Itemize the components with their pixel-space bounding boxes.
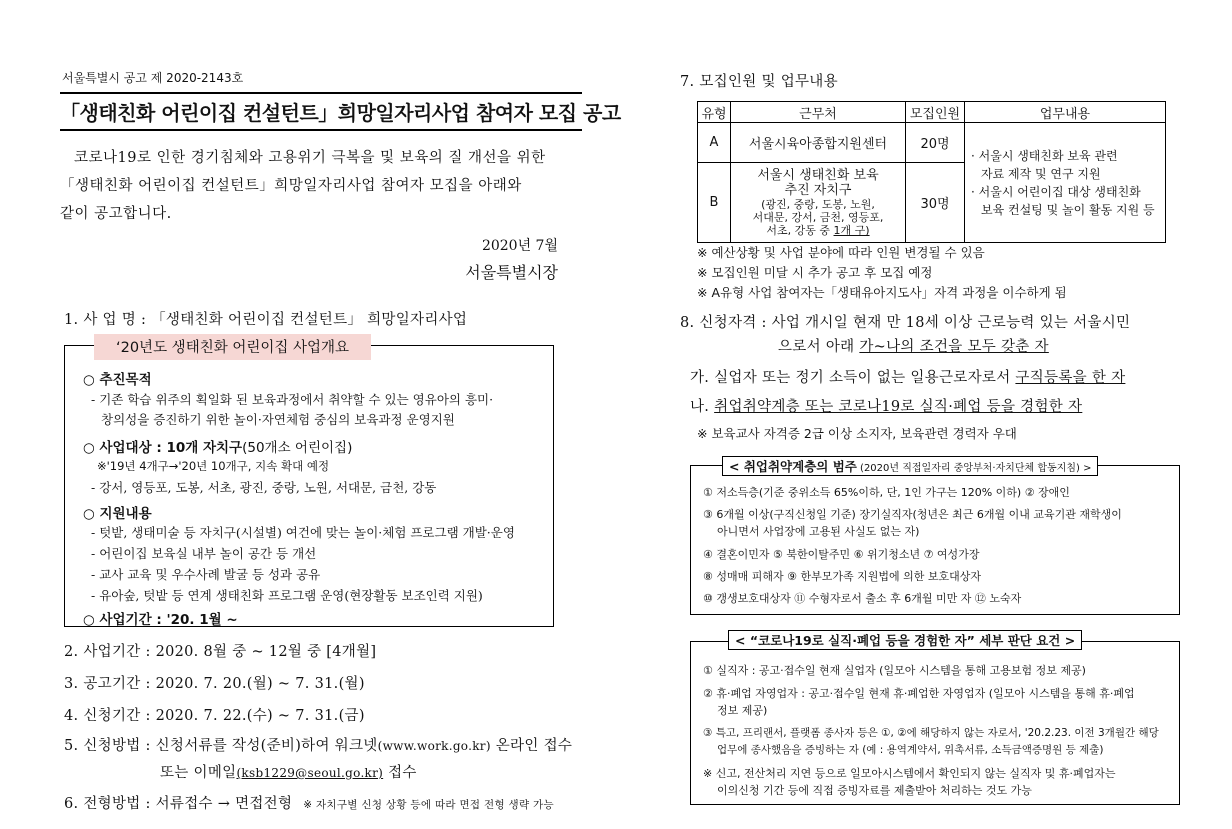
table-header: 유형 <box>698 102 731 123</box>
duty-line: · 서울시 어린이집 대상 생태친화 <box>971 184 1141 199</box>
covid-criteria-box <box>690 641 1180 805</box>
selection-note: ※ 자치구별 신청 상황 등에 따라 면접 전형 생략 가능 <box>303 799 554 811</box>
vulnerable-item: ① 저소득층(기준 중위소득 65%이하, 단, 1인 가구는 120% 이하) ② 장애인 <box>703 486 1070 499</box>
method-text: 접수 <box>383 765 417 781</box>
section-3-notice-period: 3. 공고기간 : 2020. 7. 20.(월) ~ 7. 31.(월) <box>64 676 365 692</box>
condition-text-underlined: 구직등록을 한 자 <box>1015 370 1126 386</box>
worknet-link[interactable]: (www.work.go.kr) <box>377 739 491 753</box>
support-item: - 교사 교육 및 우수사례 발굴 등 성과 공유 <box>91 567 321 582</box>
vulnerable-group-box <box>690 465 1180 615</box>
vulnerable-group-title <box>722 456 1098 476</box>
target-note: ※'19년 4개구→'20년 10개구, 지속 확대 예정 <box>97 459 330 473</box>
place-line: 서울시 생태친화 보육 <box>757 168 879 183</box>
section-6-selection-method <box>64 792 554 813</box>
table-note: ※ 예산상황 및 사업 분야에 따라 인원 변경될 수 있음 <box>697 245 985 260</box>
duty-line: · 서울시 생태친화 보육 관련 <box>971 148 1118 163</box>
section-7-recruitment: 7. 모집인원 및 업무내용 <box>680 74 838 90</box>
preference-note: ※ 보육교사 자격증 2급 이상 소지자, 보육관련 경력자 우대 <box>697 426 1017 441</box>
duty-line: 보육 컨설팅 및 놀이 활동 지원 등 <box>981 202 1155 217</box>
covid-item: ② 휴·폐업 자영업자 : 공고·접수일 현재 휴·폐업한 자영업자 (일모아 시스템을 통해 휴·폐업 <box>703 687 1135 700</box>
covid-criteria-title: < “코로나19로 실직·폐업 등을 경험한 자” 세부 판단 요건 > <box>728 630 1082 650</box>
selection-text: 6. 전형방법 : 서류접수 → 면접전형 <box>64 796 293 812</box>
place-cell: 서울시육아종합지원센터 <box>731 123 906 163</box>
table-header: 근무처 <box>731 102 906 123</box>
notice-number: 서울특별시 공고 제 2020-2143호 <box>62 71 244 85</box>
table-note: ※ 모집인원 미달 시 추가 공고 후 모집 예정 <box>697 265 933 280</box>
eligibility-line-2 <box>778 335 1049 356</box>
type-cell: B <box>698 163 731 243</box>
vulnerable-item: ④ 결혼이민자 ⑤ 북한이탈주민 ⑥ 위기청소년 ⑦ 여성가장 <box>703 548 980 561</box>
table-row <box>698 123 1166 163</box>
vulnerable-title-sub: (2020년 직접일자리 중앙부처·자치단체 합동지침) > <box>856 463 1092 474</box>
table-header-row <box>698 102 1166 123</box>
support-item: - 유아숲, 텃밭 등 연계 생태친화 프로그램 운영(현장활동 보조인력 지원) <box>91 588 483 603</box>
condition-text-underlined: 취업취약계층 또는 코로나19로 실직·폐업 등을 경험한 자 <box>714 399 1083 415</box>
covid-item: 정보 제공) <box>717 704 768 717</box>
condition-text: 나. <box>690 399 715 415</box>
covid-item: ③ 특고, 프리랜서, 플랫폼 종사자 등은 ①, ②에 해당하지 않는 자로서, '20.2.23. 이전 3개월간 해당 <box>703 727 1159 739</box>
intro-paragraph <box>60 144 560 228</box>
place-line: 추진 자치구 <box>784 183 852 198</box>
vulnerable-item: ⑧ 성매매 피해자 ⑨ 한부모가족 지원법에 의한 보호대상자 <box>703 570 981 583</box>
vulnerable-item: ③ 6개월 이상(구직신청일 기준) 장기실직자(청년은 최근 6개월 이내 교육기관 재학생이 <box>703 508 1122 521</box>
target-heading-label: ○ 사업대상 : 10개 자치구 <box>83 440 243 456</box>
vulnerable-title-text: < 취업취약계층의 범주 <box>729 459 857 474</box>
support-heading: ○ 지원내용 <box>83 506 152 522</box>
vulnerable-item: 아니면서 사업장에 고용된 사실도 없는 자) <box>717 525 920 538</box>
method-text: 온라인 접수 <box>490 738 573 754</box>
support-item: - 텃밭, 생태미술 등 자치구(시설별) 여건에 맞는 놀이·체험 프로그램 개발·운영 <box>91 525 515 540</box>
issuer: 서울특별시장 <box>465 263 558 282</box>
eligibility-condition-ga <box>690 366 1125 387</box>
section-5-application-method <box>64 734 572 755</box>
covid-item: ※ 신고, 전산처리 지연 등으로 일모아시스템에서 확인되지 않는 실직자 및 휴·폐업자는 <box>703 767 1116 780</box>
page-title: 「생태친화 어린이집 컨설턴트」희망일자리사업 참여자 모집 공고 <box>60 92 582 131</box>
overview-box <box>64 345 554 627</box>
duty-cell <box>965 123 1166 243</box>
purpose-text: 창의성을 증진하기 위한 놀이·자연체험 중심의 보육과정 운영지원 <box>101 412 455 427</box>
eligibility-text-underlined: 가~나의 조건을 모두 갖춘 자 <box>859 339 1049 355</box>
place-text-underlined: 1개 구) <box>833 224 870 237</box>
section-2-project-period: 2. 사업기간 : 2020. 8월 중 ~ 12월 중 [4개월] <box>64 644 377 660</box>
target-list: - 강서, 영등포, 도봉, 서초, 광진, 중랑, 노원, 서대문, 금천, 강동 <box>91 480 437 495</box>
period-heading: ○ 사업기간 : '20. 1월 ~ <box>83 612 238 628</box>
method-text: 또는 이메일 <box>160 765 237 781</box>
covid-item: ① 실직자 : 공고·접수일 현재 실업자 (일모아 시스템을 통해 고용보험 정보 제공) <box>703 664 1086 677</box>
place-cell <box>731 163 906 243</box>
intro-line: 코로나19로 인한 경기침체와 고용위기 극복을 및 보육의 질 개선을 위한 <box>74 150 546 166</box>
duty-line: 자료 제작 및 연구 지원 <box>981 166 1101 181</box>
section-1-project-name: 1. 사 업 명 : 「생태친화 어린이집 컨설턴트」 희망일자리사업 <box>64 312 468 328</box>
support-item: - 어린이집 보육실 내부 놀이 공간 등 개선 <box>91 546 317 561</box>
covid-item: 업무에 종사했음을 증빙하는 자 (예 : 용역계약서, 위촉서류, 소득금액증명원 등 제출) <box>717 744 1104 756</box>
section-4-application-period: 4. 신청기간 : 2020. 7. 22.(수) ~ 7. 31.(금) <box>64 708 365 724</box>
intro-line: 같이 공고합니다. <box>60 206 172 222</box>
overview-box-title: ‘20년도 생태친화 어린이집 사업개요 <box>94 334 371 360</box>
section-8-eligibility: 8. 신청자격 : 사업 개시일 현재 만 18세 이상 근로능력 있는 서울시민 <box>680 315 1131 331</box>
eligibility-text: 으로서 아래 <box>778 339 860 355</box>
table-header: 모집인원 <box>906 102 965 123</box>
table-note: ※ A유형 사업 참여자는「생태유아지도사」자격 과정을 이수하게 됨 <box>697 285 1067 300</box>
recruitment-table <box>697 101 1166 243</box>
condition-text: 가. 실업자 또는 정기 소득이 없는 일용근로자로서 <box>690 370 1016 386</box>
place-line: 서대문, 강서, 금천, 영등포, <box>752 211 884 224</box>
target-heading <box>83 436 352 456</box>
notice-date: 2020년 7월 <box>481 238 558 254</box>
covid-item: 이의신청 기간 등에 직접 증빙자료를 제출받아 처리하는 것도 가능 <box>717 784 1032 797</box>
place-line: (광진, 중랑, 도봉, 노원, <box>761 198 875 211</box>
vulnerable-item: ⑩ 갱생보호대상자 ⑪ 수형자로서 출소 후 6개월 미만 자 ⑫ 노숙자 <box>703 592 1022 605</box>
intro-line: 「생태친화 어린이집 컨설턴트」희망일자리사업 참여자 모집을 아래와 <box>60 178 522 194</box>
place-text: 서초, 강동 중 <box>766 224 834 237</box>
type-cell: A <box>698 123 731 163</box>
count-cell: 20명 <box>906 123 965 163</box>
email-link[interactable]: (ksb1229@seoul.go.kr) <box>236 766 384 780</box>
method-text: 5. 신청방법 : 신청서류를 작성(준비)하여 워크넷 <box>64 738 378 754</box>
section-5-email-line <box>160 761 417 782</box>
count-cell: 30명 <box>906 163 965 243</box>
purpose-text: - 기존 학습 위주의 획일화 된 보육과정에서 취약할 수 있는 영유아의 흥미· <box>91 392 494 407</box>
purpose-heading: ○ 추진목적 <box>83 372 152 388</box>
place-line <box>731 224 905 237</box>
table-header: 업무내용 <box>965 102 1166 123</box>
eligibility-condition-na <box>690 395 1082 416</box>
target-heading-sub: (50개소 어린이집) <box>242 440 353 456</box>
